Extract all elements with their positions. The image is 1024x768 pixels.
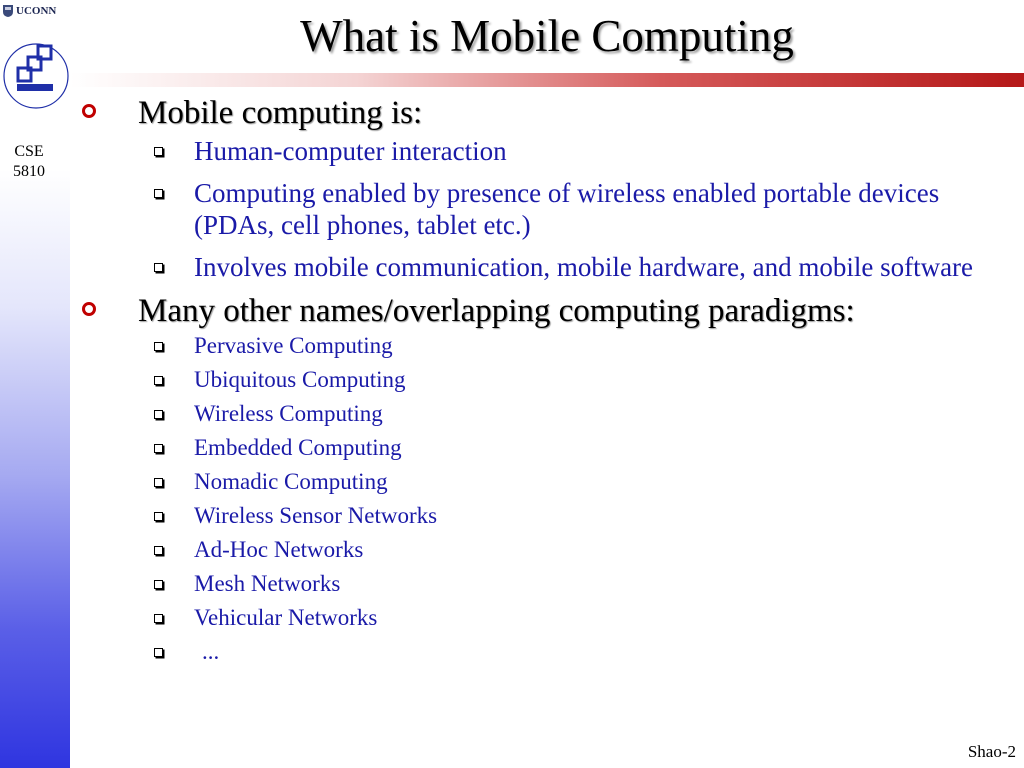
slide-title: What is Mobile Computing [300, 11, 794, 61]
list-item [80, 367, 1020, 393]
square-bullet-icon [154, 546, 163, 555]
course-code-line2: 5810 [13, 163, 45, 180]
list-item-text: Involves mobile communication, mobile hardware, and mobile software [194, 252, 974, 282]
list-item-text: Pervasive Computing [194, 333, 393, 358]
section-heading [80, 293, 1020, 329]
uconn-seal-icon [2, 4, 14, 18]
title-divider [70, 73, 1024, 87]
list-item [80, 401, 1020, 427]
list-item-text: Embedded Computing [194, 435, 402, 460]
square-bullet-icon [154, 444, 163, 453]
list-item-text: Mesh Networks [194, 571, 341, 596]
list-item [80, 333, 1020, 359]
list-item-text: Human-computer interaction [194, 136, 507, 166]
cse-department-logo-icon [2, 24, 70, 132]
square-bullet-icon [154, 410, 163, 419]
square-bullet-icon [154, 512, 163, 521]
course-code [0, 142, 58, 182]
section-heading-text: Mobile computing is: [138, 95, 423, 131]
square-bullet-icon [154, 580, 163, 589]
list-item-text: Computing enabled by presence of wireless enabled portable devices (PDAs, cell phones, tablet etc.) [194, 178, 940, 240]
list-item [80, 571, 1020, 597]
list-item-text: ... [202, 639, 220, 664]
slide-content [80, 95, 1020, 673]
list-item [80, 605, 1020, 631]
square-bullet-icon [154, 147, 163, 156]
uconn-brand [2, 3, 56, 19]
list-item [80, 537, 1020, 563]
list-item [80, 177, 1020, 241]
list-item [80, 639, 1020, 665]
circle-bullet-icon [82, 302, 96, 316]
square-bullet-icon [154, 614, 163, 623]
list-item [80, 503, 1020, 529]
sidebar [0, 0, 70, 768]
list-item-text: Wireless Sensor Networks [194, 503, 438, 528]
list-item-text: Ubiquitous Computing [194, 367, 406, 392]
circle-bullet-icon [82, 104, 96, 118]
course-code-line1: CSE [14, 143, 44, 160]
list-item-text: Wireless Computing [194, 401, 383, 426]
list-item-text: Nomadic Computing [194, 469, 388, 494]
list-item-text: Ad-Hoc Networks [194, 537, 364, 562]
square-bullet-icon [154, 342, 163, 351]
square-bullet-icon [154, 648, 163, 657]
uconn-label: UCONN [16, 5, 57, 17]
square-bullet-icon [154, 263, 163, 272]
list-item [80, 435, 1020, 461]
square-bullet-icon [154, 478, 163, 487]
page-number: Shao-2 [967, 742, 1016, 761]
list-item [80, 251, 1020, 283]
list-item-text: Vehicular Networks [194, 605, 378, 630]
square-bullet-icon [154, 189, 163, 198]
list-item [80, 135, 1020, 167]
square-bullet-icon [154, 376, 163, 385]
list-item [80, 469, 1020, 495]
section-heading-text: Many other names/overlapping computing paradigms: [138, 293, 855, 329]
section-heading [80, 95, 1020, 131]
